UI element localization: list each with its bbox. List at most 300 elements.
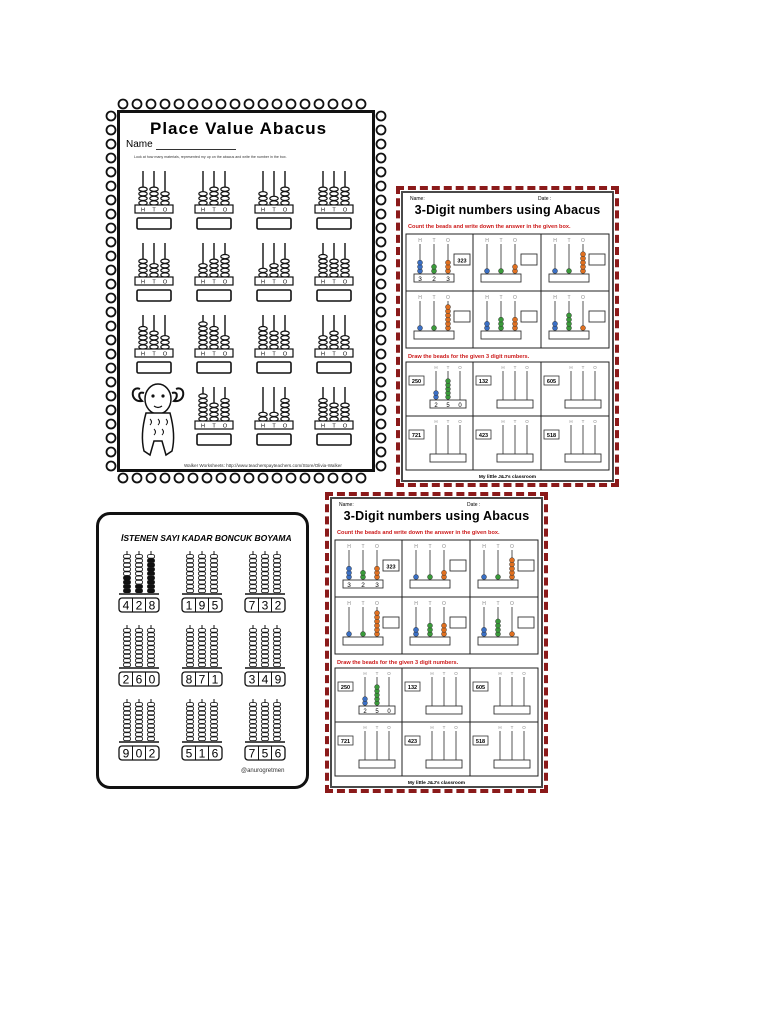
bead[interactable] [148, 585, 155, 589]
bead[interactable] [274, 585, 281, 589]
bead[interactable] [211, 703, 218, 707]
bead[interactable] [274, 663, 281, 667]
bead[interactable] [124, 572, 131, 576]
bead[interactable] [124, 733, 131, 737]
bead[interactable] [199, 585, 206, 589]
bead[interactable] [250, 716, 257, 720]
bead[interactable] [250, 633, 257, 637]
bead[interactable] [250, 568, 257, 572]
bead[interactable] [136, 663, 143, 667]
bead[interactable] [211, 589, 218, 593]
bead[interactable] [211, 572, 218, 576]
bead[interactable] [187, 659, 194, 663]
worksheet-title: Place Value Abacus [150, 119, 328, 138]
bead[interactable] [274, 716, 281, 720]
bead[interactable] [136, 637, 143, 641]
bead[interactable] [262, 563, 269, 567]
bead[interactable] [148, 629, 155, 633]
ram-mascot-icon [128, 375, 188, 460]
place-label: O [375, 601, 379, 607]
bead[interactable] [250, 646, 257, 650]
bead[interactable] [136, 568, 143, 572]
bead[interactable] [187, 720, 194, 724]
bead[interactable] [187, 563, 194, 567]
bead[interactable] [274, 633, 281, 637]
place-label: O [454, 725, 458, 730]
bead[interactable] [262, 572, 269, 576]
abacus-base[interactable] [426, 706, 462, 714]
bead[interactable] [124, 650, 131, 654]
bead[interactable] [199, 711, 206, 715]
bead[interactable] [262, 724, 269, 728]
bead[interactable] [274, 559, 281, 563]
bead[interactable] [250, 733, 257, 737]
bead[interactable] [262, 580, 269, 584]
bead[interactable] [187, 559, 194, 563]
bead[interactable] [211, 576, 218, 580]
bead[interactable] [124, 580, 131, 584]
answer-box[interactable] [589, 254, 605, 265]
bead[interactable] [262, 585, 269, 589]
bead[interactable] [136, 724, 143, 728]
bead[interactable] [136, 737, 143, 741]
answer-box[interactable] [518, 617, 534, 628]
example-digit: 3 [347, 582, 351, 589]
bead [375, 611, 380, 616]
target-number: 721 [411, 433, 422, 439]
bead[interactable] [211, 720, 218, 724]
bead[interactable] [211, 654, 218, 658]
abacus-base[interactable] [494, 706, 530, 714]
bead[interactable] [136, 720, 143, 724]
answer-box[interactable] [589, 311, 605, 322]
bead[interactable] [262, 654, 269, 658]
bead[interactable] [262, 711, 269, 715]
bead[interactable] [124, 724, 131, 728]
bead[interactable] [136, 580, 143, 584]
place-label: H [347, 601, 351, 607]
bead[interactable] [124, 633, 131, 637]
bead[interactable] [274, 711, 281, 715]
bead [432, 264, 437, 269]
bead[interactable] [262, 720, 269, 724]
bead[interactable] [187, 650, 194, 654]
bead[interactable] [148, 576, 155, 580]
answer-box[interactable] [521, 254, 537, 265]
bead[interactable] [187, 642, 194, 646]
bead[interactable] [136, 642, 143, 646]
bead[interactable] [148, 707, 155, 711]
target-number: 423 [407, 739, 418, 745]
answer-box[interactable] [450, 617, 466, 628]
bead[interactable] [274, 728, 281, 732]
bead[interactable] [211, 559, 218, 563]
bead [513, 264, 518, 269]
bead[interactable] [148, 633, 155, 637]
bead[interactable] [274, 707, 281, 711]
bead[interactable] [262, 646, 269, 650]
bead[interactable] [187, 646, 194, 650]
bead[interactable] [262, 576, 269, 580]
bead[interactable] [250, 707, 257, 711]
bead[interactable] [124, 559, 131, 563]
bead[interactable] [124, 629, 131, 633]
bead[interactable] [262, 703, 269, 707]
abacus-base[interactable] [426, 760, 462, 768]
bead[interactable] [199, 720, 206, 724]
place-label: O [162, 279, 168, 286]
bead[interactable] [136, 707, 143, 711]
bead[interactable] [250, 637, 257, 641]
bead[interactable] [211, 555, 218, 559]
bead[interactable] [124, 646, 131, 650]
bead[interactable] [124, 568, 131, 572]
draw-cell [405, 671, 462, 714]
bead[interactable] [262, 637, 269, 641]
bead[interactable] [199, 737, 206, 741]
bead[interactable] [274, 654, 281, 658]
bead[interactable] [211, 637, 218, 641]
bead[interactable] [148, 663, 155, 667]
bead[interactable] [187, 728, 194, 732]
bead[interactable] [148, 728, 155, 732]
bead[interactable] [124, 728, 131, 732]
place-label: O [446, 238, 450, 244]
bead[interactable] [199, 555, 206, 559]
bead[interactable] [124, 585, 131, 589]
bead[interactable] [136, 572, 143, 576]
bead[interactable] [262, 642, 269, 646]
bead[interactable] [274, 580, 281, 584]
place-label: H [485, 238, 489, 244]
abacus-base[interactable] [359, 760, 395, 768]
bead[interactable] [187, 724, 194, 728]
place-label: O [510, 601, 514, 607]
bead[interactable] [274, 646, 281, 650]
bead[interactable] [136, 559, 143, 563]
bead[interactable] [187, 576, 194, 580]
bead[interactable] [136, 654, 143, 658]
bead[interactable] [124, 654, 131, 658]
bead[interactable] [250, 576, 257, 580]
bead[interactable] [250, 703, 257, 707]
bead[interactable] [187, 663, 194, 667]
bead[interactable] [262, 737, 269, 741]
bead[interactable] [250, 555, 257, 559]
place-label: O [222, 207, 228, 214]
count-cell [414, 295, 470, 339]
bead[interactable] [199, 572, 206, 576]
bead[interactable] [274, 555, 281, 559]
bead[interactable] [187, 737, 194, 741]
bead[interactable] [211, 642, 218, 646]
bead[interactable] [199, 650, 206, 654]
draw-cell [409, 365, 466, 409]
bead[interactable] [211, 650, 218, 654]
bead[interactable] [148, 654, 155, 658]
abacus-base[interactable] [494, 760, 530, 768]
bead[interactable] [136, 703, 143, 707]
answer-box[interactable] [518, 560, 534, 571]
bead[interactable] [274, 576, 281, 580]
bead[interactable] [148, 559, 155, 563]
bead[interactable] [199, 580, 206, 584]
bead[interactable] [274, 629, 281, 633]
bead[interactable] [262, 728, 269, 732]
bead[interactable] [211, 629, 218, 633]
bead[interactable] [148, 637, 155, 641]
bead[interactable] [250, 737, 257, 741]
bead[interactable] [250, 720, 257, 724]
place-label: T [152, 279, 156, 286]
bead[interactable] [262, 629, 269, 633]
bead[interactable] [136, 733, 143, 737]
bead[interactable] [211, 733, 218, 737]
bead[interactable] [136, 633, 143, 637]
bead[interactable] [199, 589, 206, 593]
bead[interactable] [262, 589, 269, 593]
bead[interactable] [187, 572, 194, 576]
bead[interactable] [124, 555, 131, 559]
bead[interactable] [199, 703, 206, 707]
bead[interactable] [148, 555, 155, 559]
bead[interactable] [124, 659, 131, 663]
bead[interactable] [187, 629, 194, 633]
bead[interactable] [199, 659, 206, 663]
bead[interactable] [274, 642, 281, 646]
bead[interactable] [211, 728, 218, 732]
bead[interactable] [148, 737, 155, 741]
bead[interactable] [211, 585, 218, 589]
bead[interactable] [211, 711, 218, 715]
bead[interactable] [250, 659, 257, 663]
target-digit: 1 [211, 672, 219, 687]
bead[interactable] [187, 633, 194, 637]
bead[interactable] [262, 659, 269, 663]
bead[interactable] [124, 642, 131, 646]
bead[interactable] [199, 707, 206, 711]
bead[interactable] [148, 589, 155, 593]
bead[interactable] [250, 589, 257, 593]
bead[interactable] [187, 703, 194, 707]
bead[interactable] [211, 633, 218, 637]
bead[interactable] [199, 629, 206, 633]
target-digit: 9 [122, 746, 130, 761]
bead[interactable] [274, 659, 281, 663]
place-label: H [569, 365, 573, 370]
bead[interactable] [274, 703, 281, 707]
abacus-base[interactable] [565, 400, 601, 408]
bead[interactable] [250, 629, 257, 633]
bead[interactable] [136, 716, 143, 720]
bead[interactable] [274, 637, 281, 641]
bead[interactable] [199, 646, 206, 650]
bead[interactable] [262, 733, 269, 737]
bead[interactable] [136, 650, 143, 654]
bead[interactable] [148, 568, 155, 572]
bead[interactable] [199, 654, 206, 658]
bead[interactable] [136, 555, 143, 559]
bead[interactable] [274, 733, 281, 737]
bead[interactable] [199, 724, 206, 728]
bead[interactable] [199, 568, 206, 572]
bead[interactable] [136, 646, 143, 650]
bead[interactable] [148, 716, 155, 720]
bead[interactable] [211, 568, 218, 572]
bead[interactable] [262, 568, 269, 572]
bead[interactable] [187, 585, 194, 589]
bead[interactable] [187, 637, 194, 641]
answer-box[interactable] [450, 560, 466, 571]
bead[interactable] [124, 563, 131, 567]
bead[interactable] [274, 720, 281, 724]
bead[interactable] [250, 650, 257, 654]
bead[interactable] [262, 555, 269, 559]
target-number: 132 [478, 379, 489, 385]
target-digit: 1 [185, 598, 193, 613]
bead[interactable] [199, 663, 206, 667]
bead [428, 623, 433, 628]
bead[interactable] [136, 576, 143, 580]
bead[interactable] [148, 563, 155, 567]
abacus-base[interactable] [565, 454, 601, 462]
bead[interactable] [187, 707, 194, 711]
bead[interactable] [187, 568, 194, 572]
bead[interactable] [136, 711, 143, 715]
bead[interactable] [262, 707, 269, 711]
answer-box[interactable] [521, 311, 537, 322]
bead[interactable] [199, 733, 206, 737]
bead-colouring-worksheet [96, 512, 309, 789]
answer-box[interactable] [454, 311, 470, 322]
bead[interactable] [124, 711, 131, 715]
target-digit: 2 [148, 746, 156, 761]
bead[interactable] [124, 576, 131, 580]
bead[interactable] [250, 585, 257, 589]
abacus-base[interactable] [497, 454, 533, 462]
bead[interactable] [211, 563, 218, 567]
place-label: T [332, 207, 336, 214]
bead[interactable] [136, 629, 143, 633]
bead[interactable] [274, 563, 281, 567]
bead[interactable] [124, 703, 131, 707]
bead[interactable] [250, 572, 257, 576]
bead[interactable] [136, 585, 143, 589]
bead[interactable] [199, 563, 206, 567]
bead[interactable] [124, 637, 131, 641]
bead[interactable] [199, 728, 206, 732]
bead[interactable] [211, 716, 218, 720]
bead[interactable] [211, 659, 218, 663]
bead[interactable] [148, 650, 155, 654]
place-label: H [363, 671, 367, 676]
abacus-base[interactable] [497, 400, 533, 408]
bead[interactable] [187, 555, 194, 559]
place-label: T [212, 423, 216, 430]
bead[interactable] [148, 733, 155, 737]
bead[interactable] [262, 650, 269, 654]
bead[interactable] [262, 559, 269, 563]
bead[interactable] [187, 716, 194, 720]
target-digit: 7 [248, 598, 256, 613]
bead[interactable] [148, 572, 155, 576]
bead[interactable] [250, 711, 257, 715]
bead[interactable] [211, 724, 218, 728]
place-label: T [581, 365, 585, 370]
answer-box[interactable] [383, 617, 399, 628]
bead[interactable] [136, 659, 143, 663]
bead[interactable] [262, 716, 269, 720]
bead[interactable] [148, 580, 155, 584]
bead[interactable] [124, 707, 131, 711]
bead[interactable] [274, 724, 281, 728]
instruction-draw: Draw the beads for the given 3 digit numbers. [408, 354, 530, 360]
bead[interactable] [250, 663, 257, 667]
bead[interactable] [211, 646, 218, 650]
bead-grid [99, 515, 312, 792]
bead [446, 260, 451, 265]
bead[interactable] [211, 707, 218, 711]
bead[interactable] [250, 654, 257, 658]
bead[interactable] [199, 633, 206, 637]
bead[interactable] [274, 737, 281, 741]
bead[interactable] [148, 711, 155, 715]
bead[interactable] [250, 724, 257, 728]
bead[interactable] [136, 589, 143, 593]
bead[interactable] [136, 728, 143, 732]
abacus-base[interactable] [430, 454, 466, 462]
bead[interactable] [274, 589, 281, 593]
bead[interactable] [148, 720, 155, 724]
bead[interactable] [187, 580, 194, 584]
bead[interactable] [136, 563, 143, 567]
bead[interactable] [250, 559, 257, 563]
bead[interactable] [250, 580, 257, 584]
bead[interactable] [250, 642, 257, 646]
bead[interactable] [250, 563, 257, 567]
bead[interactable] [124, 663, 131, 667]
bead[interactable] [211, 663, 218, 667]
bead[interactable] [148, 646, 155, 650]
bead[interactable] [199, 716, 206, 720]
bead[interactable] [148, 642, 155, 646]
bead[interactable] [148, 659, 155, 663]
bead[interactable] [124, 720, 131, 724]
bead[interactable] [148, 724, 155, 728]
bead[interactable] [124, 716, 131, 720]
bead[interactable] [187, 654, 194, 658]
bead[interactable] [274, 568, 281, 572]
bead[interactable] [199, 576, 206, 580]
bead[interactable] [262, 633, 269, 637]
bead[interactable] [250, 728, 257, 732]
bead[interactable] [274, 572, 281, 576]
bead[interactable] [124, 737, 131, 741]
bead[interactable] [199, 642, 206, 646]
draw-cell [409, 419, 466, 462]
bead[interactable] [199, 637, 206, 641]
bead[interactable] [211, 580, 218, 584]
bead[interactable] [187, 733, 194, 737]
bead[interactable] [124, 589, 131, 593]
bead[interactable] [199, 559, 206, 563]
bead[interactable] [187, 711, 194, 715]
bead[interactable] [211, 737, 218, 741]
bead[interactable] [262, 663, 269, 667]
bead[interactable] [148, 703, 155, 707]
bead[interactable] [187, 589, 194, 593]
bead[interactable] [274, 650, 281, 654]
